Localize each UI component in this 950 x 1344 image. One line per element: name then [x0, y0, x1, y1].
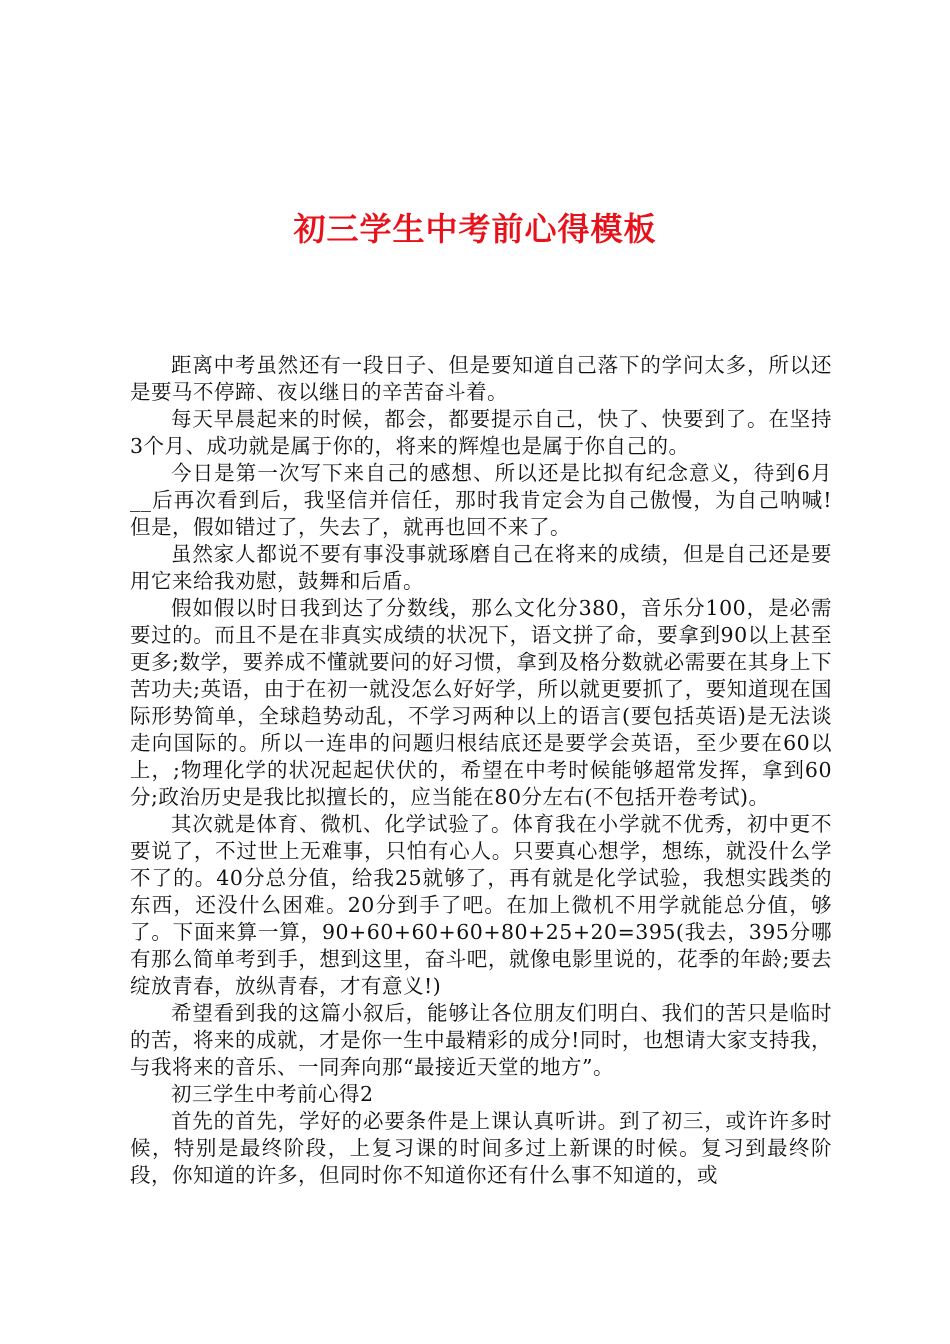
- paragraph: 每天早晨起来的时候，都会，都要提示自己，快了、快要到了。在坚持3个月、成功就是属于你的，将来的辉煌也是属于你自己的。: [130, 407, 832, 458]
- document-title: 初三学生中考前心得模板: [293, 210, 657, 248]
- paragraph: 其次就是体育、微机、化学试验了。体育我在小学就不优秀，初中更不要说了，不过世上无难事，只怕有心人。只要真心想学，想练，就没什么学不了的。40分总分值，给我25就够了，再有就是化学试验，我想实践类的东西，还没什么困难。20分到手了吧。在加上微机不用学就能总分值，够了。下面来算一算，90+60+60+60+80+25+20=395(我去，395分哪有那么简单考到手，想到这里，奋斗吧，就像电影里说的，花季的年龄;要去绽放青春，放纵青春，才有意义!): [130, 812, 832, 998]
- section-heading: 初三学生中考前心得2: [171, 1082, 374, 1106]
- paragraph: 虽然家人都说不要有事没事就琢磨自己在将来的成绩，但是自己还是要用它来给我劝慰，鼓舞和后盾。: [130, 542, 832, 593]
- paragraph: 希望看到我的这篇小叙后，能够让各位朋友们明白、我们的苦只是临时的苦，将来的成就，才是你一生中最精彩的成分!同时，也想请大家支持我，与我将来的音乐、一同奔向那“最接近天堂的地方”。: [130, 1001, 832, 1079]
- paragraph: 距离中考虽然还有一段日子、但是要知道自己落下的学问太多，所以还是要马不停蹄、夜以继日的辛苦奋斗着。: [130, 353, 832, 404]
- document-body: [130, 352, 832, 1189]
- paragraph: 假如假以时日我到达了分数线，那么文化分380，音乐分100，是必需要过的。而且不是在非真实成绩的状况下，语文拼了命，要拿到90以上甚至更多;数学，要养成不懂就要问的好习惯，拿到及格分数就必需要在其身上下苦功夫;英语，由于在初一就没怎么好好学，所以就更要抓了，要知道现在国际形势简单，全球趋势动乱，不学习两种以上的语言(要包括英语)是无法谈走向国际的。所以一连串的问题归根结底还是要学会英语，至少要在60以上，;物理化学的状况起起伏伏的，希望在中考时候能够超常发挥，拿到60分;政治历史是我比拟擅长的，应当能在80分左右(不包括开卷考试)。: [130, 596, 832, 809]
- paragraph: 首先的首先，学好的必要条件是上课认真听讲。到了初三，或许许多时候，特别是最终阶段，上复习课的时间多过上新课的时候。复习到最终阶段，你知道的许多，但同时你不知道你还有什么事不知道的，或: [130, 1109, 832, 1187]
- paragraph: 今日是第一次写下来自己的感想、所以还是比拟有纪念意义，待到6月__后再次看到后，我坚信并信任，那时我肯定会为自己傲慢，为自己呐喊!但是，假如错过了，失去了，就再也回不来了。: [130, 461, 832, 539]
